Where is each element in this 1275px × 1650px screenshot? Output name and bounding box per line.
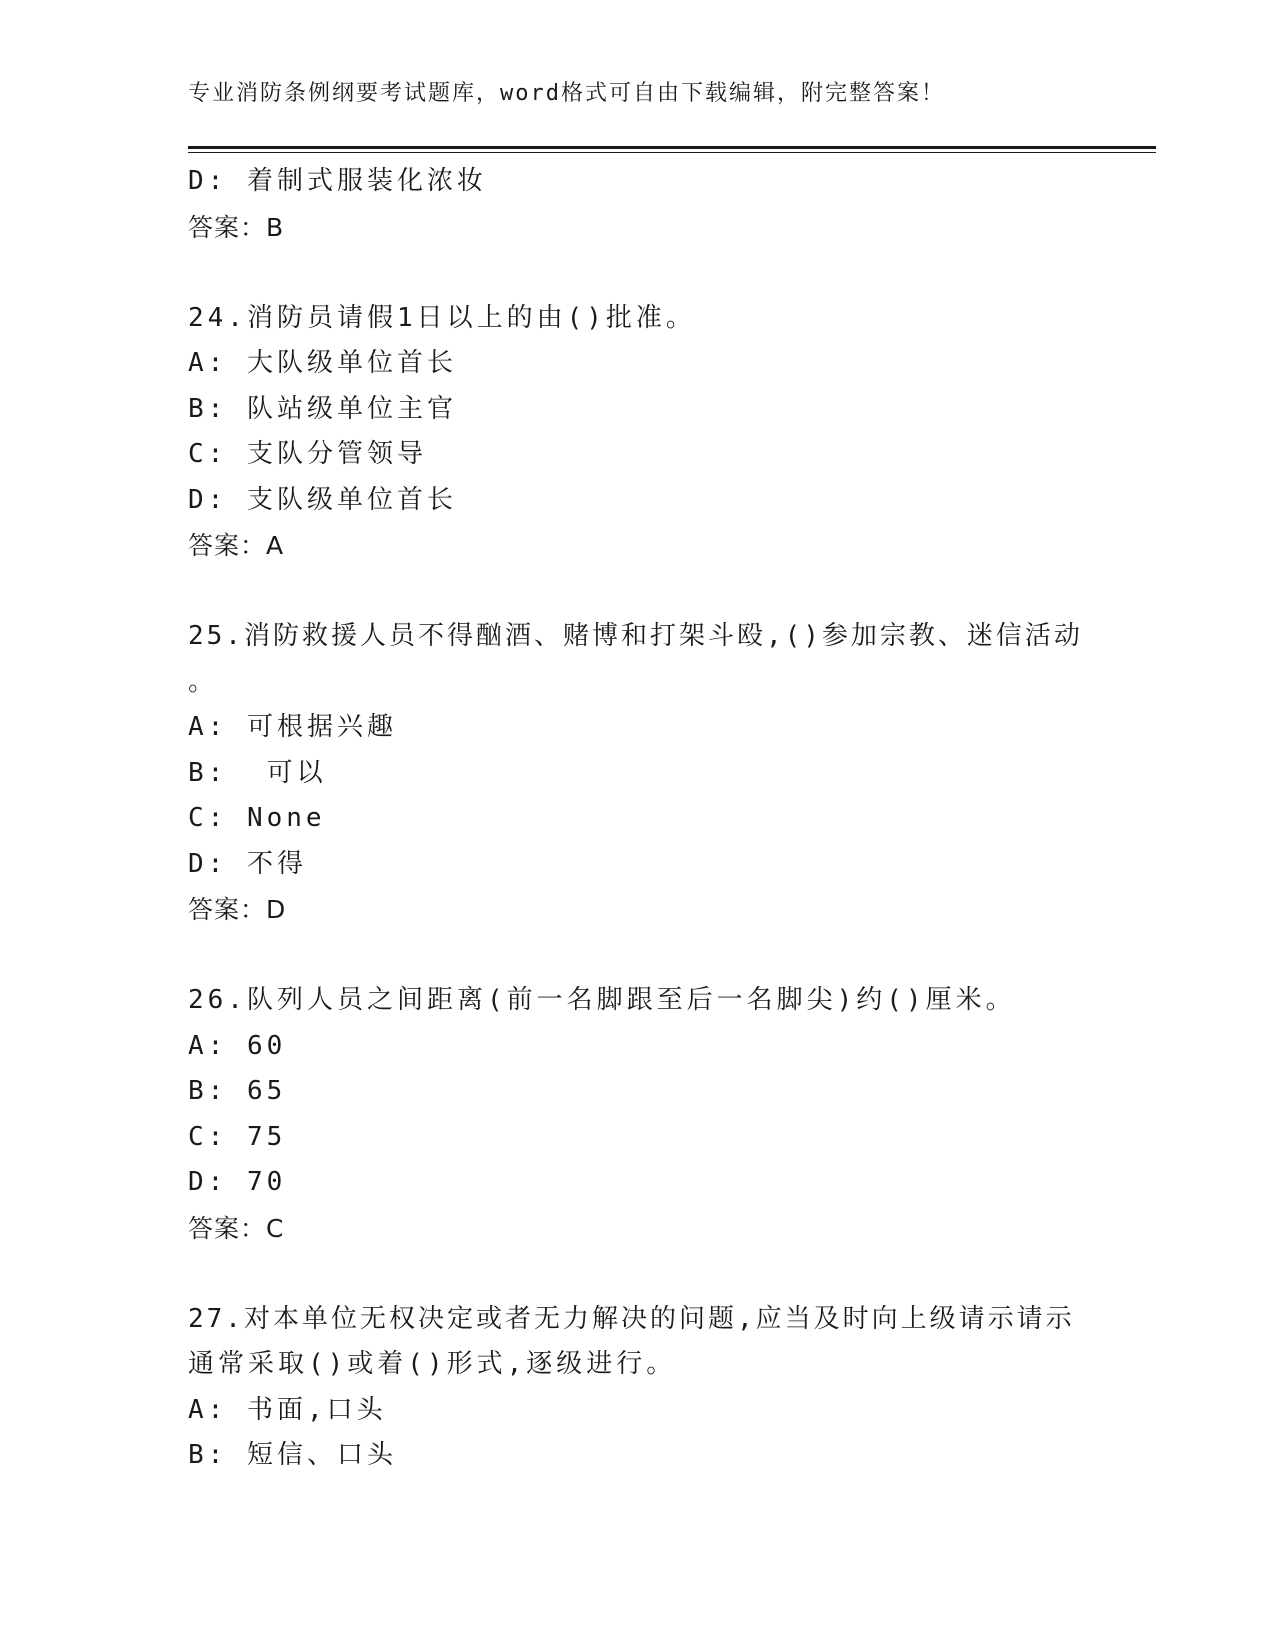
- option-d: D: 支队级单位首长: [188, 484, 457, 515]
- answer: 答案：A: [188, 531, 285, 560]
- header-divider-thin: [188, 152, 1156, 153]
- option-d: D: 着制式服装化浓妆: [188, 166, 487, 196]
- option-d: D: 不得: [188, 848, 307, 879]
- spacer: [188, 1251, 1068, 1297]
- option-a: A: 可根据兴趣: [188, 712, 397, 742]
- answer: 答案：D: [188, 895, 287, 924]
- option-b: B: 65: [188, 1076, 287, 1106]
- question-24: [188, 296, 1068, 569]
- option-b: B: 短信、口头: [188, 1440, 397, 1470]
- option-b: B: 队站级单位主官: [188, 393, 457, 424]
- option-a: A: 大队级单位首长: [188, 348, 457, 378]
- option-d: D: 70: [188, 1167, 287, 1197]
- spacer: [188, 569, 1068, 615]
- question-stem-continuation: 。: [188, 666, 219, 697]
- question-stem: 25.消防救援人员不得酗酒、赌博和打架斗殴,()参加宗教、迷信活动: [188, 621, 1083, 651]
- answer: 答案：B: [188, 212, 285, 242]
- spacer: [188, 933, 1068, 979]
- option-c: C: None: [188, 803, 326, 833]
- question-list: [188, 159, 1083, 1479]
- question-23-fragment: [188, 159, 1068, 250]
- option-a: A: 书面,口头: [188, 1394, 387, 1425]
- question-stem-continuation: 通常采取()或着()形式,逐级进行。: [188, 1349, 677, 1379]
- spacer: [188, 250, 1068, 296]
- option-a: A: 60: [188, 1030, 287, 1061]
- question-stem: 27.对本单位无权决定或者无力解决的问题,应当及时向上级请示请示: [188, 1303, 1075, 1334]
- question-26: [188, 978, 1068, 1251]
- question-stem: 24.消防员请假1日以上的由()批准。: [188, 302, 696, 333]
- question-stem: 26.队列人员之间距离(前一名脚跟至后一名脚尖)约()厘米。: [188, 985, 1016, 1015]
- header-divider-thick: [188, 146, 1156, 149]
- option-b: B: 可以: [188, 757, 327, 788]
- question-25: [188, 614, 1083, 933]
- question-27: [188, 1297, 1075, 1479]
- page-header: 专业消防条例纲要考试题库，word格式可自由下载编辑，附完整答案！: [188, 81, 945, 106]
- answer: 答案：C: [188, 1213, 285, 1243]
- option-c: C: 75: [188, 1121, 287, 1152]
- option-c: C: 支队分管领导: [188, 439, 427, 469]
